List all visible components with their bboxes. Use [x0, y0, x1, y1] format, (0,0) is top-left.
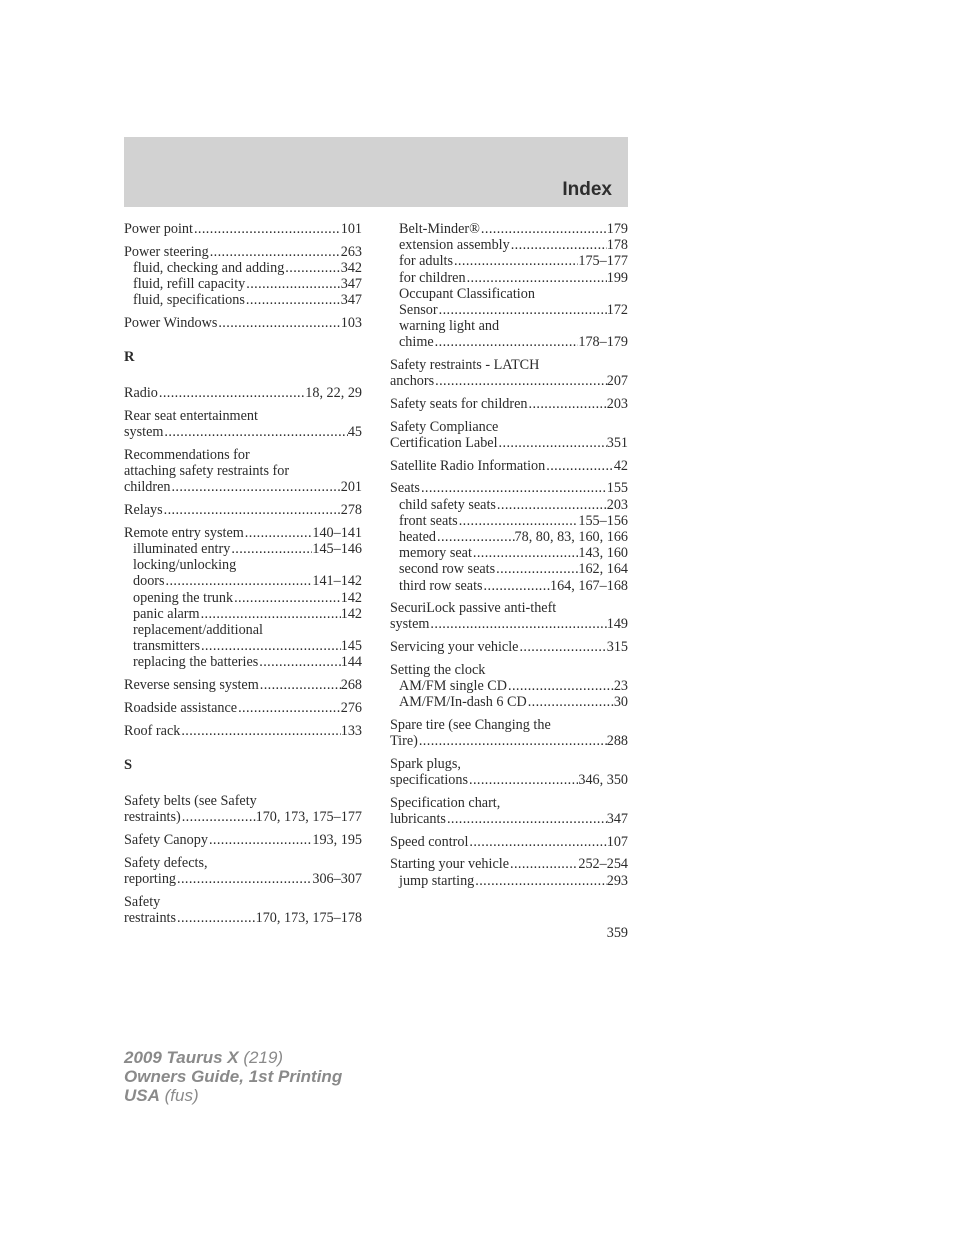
- page-reference: 172: [606, 302, 628, 319]
- index-entry-line: [124, 502, 362, 518]
- entry-term: Belt-Minder®: [399, 221, 480, 237]
- dot-leader: [193, 221, 341, 237]
- page-reference: 342: [340, 259, 362, 276]
- index-group-s-continued: [390, 221, 628, 889]
- dot-leader: [453, 253, 578, 269]
- page-reference: 78, 80, 83, 160, 166: [514, 528, 628, 545]
- entry-term: Seats: [390, 480, 420, 497]
- entry-term: Power steering: [124, 243, 209, 260]
- dot-leader: [284, 260, 340, 276]
- page-reference: 18, 22, 29: [305, 385, 362, 402]
- index-subentry: [390, 545, 628, 561]
- index-subentry: [124, 573, 362, 589]
- index-entry-line: [390, 856, 628, 872]
- index-subentry: [390, 578, 628, 594]
- dot-leader: [245, 276, 340, 292]
- index-entry: [124, 677, 362, 693]
- index-entry: [390, 795, 628, 827]
- index-group-s: [124, 793, 362, 926]
- index-entry: [124, 723, 362, 739]
- dot-leader: [518, 639, 606, 655]
- index-entry-line: Safety belts (see Safety: [124, 792, 257, 809]
- entry-term: Certification Label: [390, 434, 498, 451]
- entry-term: illuminated entry: [133, 541, 231, 558]
- entry-term: Servicing your vehicle: [390, 639, 519, 656]
- entry-term: replacing the batteries: [133, 654, 259, 671]
- page-reference: 164, 167–168: [549, 577, 628, 594]
- index-entry-line: [124, 871, 362, 887]
- index-entry: [390, 717, 628, 749]
- index-entry: [390, 458, 628, 474]
- entry-term: for children: [399, 269, 466, 286]
- page-reference: 103: [340, 315, 362, 332]
- dot-leader: [429, 616, 606, 632]
- page-reference: 162, 164: [578, 561, 628, 578]
- dot-leader: [237, 700, 341, 716]
- index-subentry: [390, 237, 628, 253]
- index-entry: [124, 894, 362, 926]
- dot-leader: [163, 502, 341, 518]
- index-entry-line: [124, 385, 362, 401]
- dot-leader: [468, 772, 578, 788]
- index-entry: [124, 447, 362, 496]
- index-entry: [390, 396, 628, 412]
- page-reference: 179: [606, 221, 628, 237]
- page-reference: 140–141: [312, 524, 362, 541]
- dot-leader: [545, 458, 614, 474]
- index-entry: [124, 385, 362, 401]
- page-reference: 347: [340, 292, 362, 309]
- index-subentry: [390, 334, 628, 350]
- entry-term: reporting: [124, 870, 177, 887]
- entry-term: fluid, specifications: [133, 292, 245, 309]
- page-reference: 23: [613, 678, 628, 695]
- dot-leader: [163, 424, 347, 440]
- page-reference: 263: [340, 243, 362, 260]
- index-entry: [390, 834, 628, 850]
- index-subentry: Occupant Classification: [399, 285, 535, 302]
- dot-leader: [498, 435, 607, 451]
- page-reference: 315: [606, 639, 628, 656]
- entry-term: specifications: [390, 772, 469, 789]
- index-subentry: [124, 260, 362, 276]
- index-entry-line: Specification chart,: [390, 794, 501, 811]
- page-reference: 178: [606, 237, 628, 254]
- index-entry: [124, 408, 362, 440]
- index-entry-line: Spark plugs,: [390, 755, 461, 772]
- dot-leader: [165, 573, 313, 589]
- entry-term: Sensor: [399, 302, 438, 319]
- entry-term: chime: [399, 334, 434, 351]
- dot-leader: [466, 270, 607, 286]
- dot-leader: [527, 694, 614, 710]
- index-entry-line: [390, 811, 628, 827]
- index-subentry: [390, 497, 628, 513]
- dot-leader: [438, 302, 607, 318]
- index-subentry: [124, 276, 362, 292]
- index-entry-line: [124, 910, 362, 926]
- page-reference: 203: [606, 396, 628, 413]
- index-entry-line: [124, 424, 362, 440]
- entry-term: fluid, refill capacity: [133, 276, 246, 293]
- page-reference: 293: [606, 872, 628, 889]
- dot-leader: [209, 244, 341, 260]
- index-entry: [124, 700, 362, 716]
- index-entry: [124, 244, 362, 309]
- page-reference: 306–307: [312, 870, 362, 887]
- entry-term: system: [390, 616, 430, 633]
- index-entry: [124, 502, 362, 518]
- dot-leader: [509, 856, 578, 872]
- index-entry-line: [390, 480, 628, 496]
- page-reference: 175–177: [578, 253, 628, 270]
- dot-leader: [230, 541, 312, 557]
- index-group-r: [124, 385, 362, 738]
- index-entry-line: [124, 525, 362, 541]
- entry-term: children: [124, 479, 171, 496]
- index-entry-line: [124, 809, 362, 825]
- index-entry: [390, 662, 628, 711]
- dot-leader: [208, 832, 312, 848]
- page-reference: 149: [606, 616, 628, 633]
- page-reference: 347: [606, 811, 628, 827]
- index-subentry: [390, 873, 628, 889]
- section-letter-s: S: [124, 756, 133, 773]
- index-entry-line: Safety restraints - LATCH: [390, 357, 540, 374]
- entry-term: AM/FM/In-dash 6 CD: [399, 694, 527, 711]
- page-reference: 142: [340, 605, 362, 622]
- page-number: 359: [606, 925, 628, 941]
- footer-line-market: USA (fus): [124, 1086, 199, 1105]
- index-subentry: [390, 253, 628, 269]
- entry-term: system: [124, 424, 164, 441]
- page-reference: 155–156: [578, 512, 628, 529]
- index-subentry: [124, 541, 362, 557]
- index-entry: [390, 600, 628, 632]
- header-band: [124, 137, 628, 207]
- entry-term: doors: [133, 573, 165, 590]
- page-reference: 199: [606, 269, 628, 286]
- dot-leader: [176, 871, 312, 887]
- index-entry: [390, 480, 628, 593]
- index-entry-line: Safety defects,: [124, 854, 208, 871]
- index-entry-line: [124, 832, 362, 848]
- page-reference: 288: [606, 733, 628, 750]
- index-subentry: [390, 561, 628, 577]
- page-reference: 170, 173, 175–178: [255, 909, 362, 926]
- entry-term: anchors: [390, 373, 435, 390]
- entry-term: jump starting: [399, 872, 475, 889]
- index-entry-line: Setting the clock: [390, 661, 486, 678]
- index-subentry: [390, 513, 628, 529]
- index-column-right: [390, 221, 628, 895]
- dot-leader: [483, 578, 550, 594]
- index-entry-line: [124, 315, 362, 331]
- footer: [124, 1048, 342, 1105]
- dot-leader: [446, 811, 607, 827]
- entry-term: Power Windows: [124, 315, 218, 332]
- entry-term: restraints): [124, 809, 181, 826]
- index-entry-line: attaching safety restraints for: [124, 463, 290, 480]
- page-reference: 268: [340, 677, 362, 694]
- entry-term: Relays: [124, 502, 163, 519]
- page-reference: 278: [340, 502, 362, 519]
- index-entry-line: Recommendations for: [124, 447, 250, 464]
- index-entry-line: [124, 700, 362, 716]
- entry-term: panic alarm: [133, 605, 200, 622]
- entry-term: Safety Canopy: [124, 831, 208, 848]
- page-reference: 141–142: [312, 573, 362, 590]
- dot-leader: [474, 873, 606, 889]
- index-subentry: warning light and: [399, 318, 500, 335]
- footer-line-guide: Owners Guide, 1st Printing: [124, 1067, 343, 1086]
- page-reference: 346, 350: [578, 772, 628, 789]
- page-reference: 45: [347, 424, 362, 441]
- dot-leader: [468, 834, 606, 850]
- dot-leader: [528, 396, 607, 412]
- page-reference: 252–254: [578, 856, 628, 873]
- index-entry-line: [390, 834, 628, 850]
- index-entry: [390, 357, 628, 389]
- index-entry-line: [124, 479, 362, 495]
- entry-term: Speed control: [390, 833, 469, 850]
- footer-line-model: 2009 Taurus X (219): [124, 1048, 284, 1067]
- entry-term: memory seat: [399, 545, 472, 562]
- index-subentry: [390, 302, 628, 318]
- page-title: Index: [562, 179, 612, 200]
- index-subentry: [124, 638, 362, 654]
- dot-leader: [472, 545, 578, 561]
- page-reference: 178–179: [578, 334, 628, 351]
- dot-leader: [507, 678, 614, 694]
- section-letter-r: R: [124, 349, 135, 366]
- entry-term: Roof rack: [124, 722, 181, 739]
- index-entry-line: [124, 723, 362, 739]
- index-entry-line: [124, 244, 362, 260]
- dot-leader: [176, 910, 256, 926]
- entry-term: AM/FM single CD: [399, 678, 507, 695]
- index-entry-line: [390, 616, 628, 632]
- entry-term: for adults: [399, 253, 453, 270]
- page-reference: 193, 195: [312, 831, 362, 848]
- dot-leader: [200, 606, 341, 622]
- index-entry: [390, 419, 628, 451]
- index-entry-line: [124, 221, 362, 237]
- index-entry-line: [390, 772, 628, 788]
- index-entry: [390, 221, 628, 351]
- index-entry: [124, 221, 362, 237]
- entry-term: heated: [399, 528, 437, 545]
- page-reference: 143, 160: [578, 545, 628, 562]
- entry-term: front seats: [399, 512, 458, 529]
- dot-leader: [480, 221, 607, 237]
- page-reference: 107: [606, 833, 628, 850]
- dot-leader: [244, 525, 313, 541]
- dot-leader: [180, 723, 340, 739]
- index-subentry: [390, 270, 628, 286]
- page-reference: 142: [340, 589, 362, 606]
- index-entry-line: Spare tire (see Changing the: [390, 716, 551, 733]
- index-subentry: [390, 694, 628, 710]
- index-entry: [390, 756, 628, 788]
- dot-leader: [158, 385, 305, 401]
- dot-leader: [434, 373, 607, 389]
- page-reference: 351: [606, 434, 628, 451]
- dot-leader: [436, 529, 514, 545]
- dot-leader: [495, 561, 578, 577]
- dot-leader: [217, 315, 340, 331]
- page-reference: 201: [340, 479, 362, 496]
- index-entry-line: [390, 435, 628, 451]
- page-reference: 170, 173, 175–177: [255, 809, 362, 826]
- entry-term: fluid, checking and adding: [133, 259, 285, 276]
- page-reference: 145: [340, 638, 362, 655]
- entry-term: Safety seats for children: [390, 396, 528, 413]
- index-entry-line: Safety: [124, 893, 161, 910]
- entry-term: second row seats: [399, 561, 496, 578]
- page-reference: 145–146: [312, 541, 362, 558]
- entry-term: Starting your vehicle: [390, 856, 509, 873]
- page-reference: 30: [613, 694, 628, 711]
- index-group-p: [124, 221, 362, 331]
- entry-term: lubricants: [390, 811, 446, 827]
- dot-leader: [181, 809, 256, 825]
- page-reference: 101: [340, 221, 362, 237]
- index-subentry: [124, 590, 362, 606]
- entry-term: Power point: [124, 221, 193, 237]
- index-entry-line: Rear seat entertainment: [124, 408, 258, 425]
- dot-leader: [245, 292, 341, 308]
- index-entry: [124, 525, 362, 671]
- dot-leader: [170, 479, 340, 495]
- entry-term: Tire): [390, 733, 418, 750]
- index-entry: [124, 315, 362, 331]
- page-reference: 207: [606, 373, 628, 390]
- entry-term: transmitters: [133, 638, 200, 655]
- page-reference: 133: [340, 722, 362, 739]
- index-entry: [124, 832, 362, 848]
- index-entry-line: SecuriLock passive anti-theft: [390, 600, 557, 617]
- page-reference: 347: [340, 276, 362, 293]
- index-entry: [124, 793, 362, 825]
- dot-leader: [258, 654, 340, 670]
- index-subentry: replacement/additional: [133, 622, 263, 639]
- index-subentry: [390, 221, 628, 237]
- page-reference: 42: [613, 457, 628, 474]
- entry-term: child safety seats: [399, 496, 496, 513]
- dot-leader: [420, 480, 607, 496]
- entry-term: Satellite Radio Information: [390, 457, 546, 474]
- index-entry: [390, 639, 628, 655]
- dot-leader: [418, 733, 607, 749]
- page-reference: 276: [340, 699, 362, 716]
- index-subentry: [124, 606, 362, 622]
- index-subentry: [390, 529, 628, 545]
- page-reference: 203: [606, 496, 628, 513]
- dot-leader: [233, 590, 341, 606]
- dot-leader: [496, 497, 607, 513]
- entry-term: Remote entry system: [124, 524, 244, 541]
- index-subentry: locking/unlocking: [133, 557, 237, 574]
- entry-term: extension assembly: [399, 237, 510, 254]
- index-subentry: [124, 654, 362, 670]
- dot-leader: [434, 334, 579, 350]
- entry-term: Roadside assistance: [124, 699, 238, 716]
- entry-term: third row seats: [399, 577, 483, 594]
- index-entry: [390, 856, 628, 888]
- index-entry-line: [390, 458, 628, 474]
- dot-leader: [259, 677, 341, 693]
- entry-term: Reverse sensing system: [124, 677, 259, 694]
- entry-term: restraints: [124, 909, 177, 926]
- index-entry-line: [390, 733, 628, 749]
- index-entry-line: [390, 373, 628, 389]
- index-entry: [124, 855, 362, 887]
- index-subentry: [124, 292, 362, 308]
- page-reference: 155: [606, 480, 628, 497]
- index-entry-line: [124, 677, 362, 693]
- index-subentry: [390, 678, 628, 694]
- entry-term: Radio: [124, 385, 158, 402]
- index-entry-line: [390, 639, 628, 655]
- page-reference: 144: [340, 654, 362, 671]
- dot-leader: [458, 513, 579, 529]
- index-column-left: [124, 221, 362, 932]
- dot-leader: [200, 638, 341, 654]
- dot-leader: [510, 237, 607, 253]
- entry-term: opening the trunk: [133, 589, 234, 606]
- index-entry-line: Safety Compliance: [390, 418, 499, 435]
- index-entry-line: [390, 396, 628, 412]
